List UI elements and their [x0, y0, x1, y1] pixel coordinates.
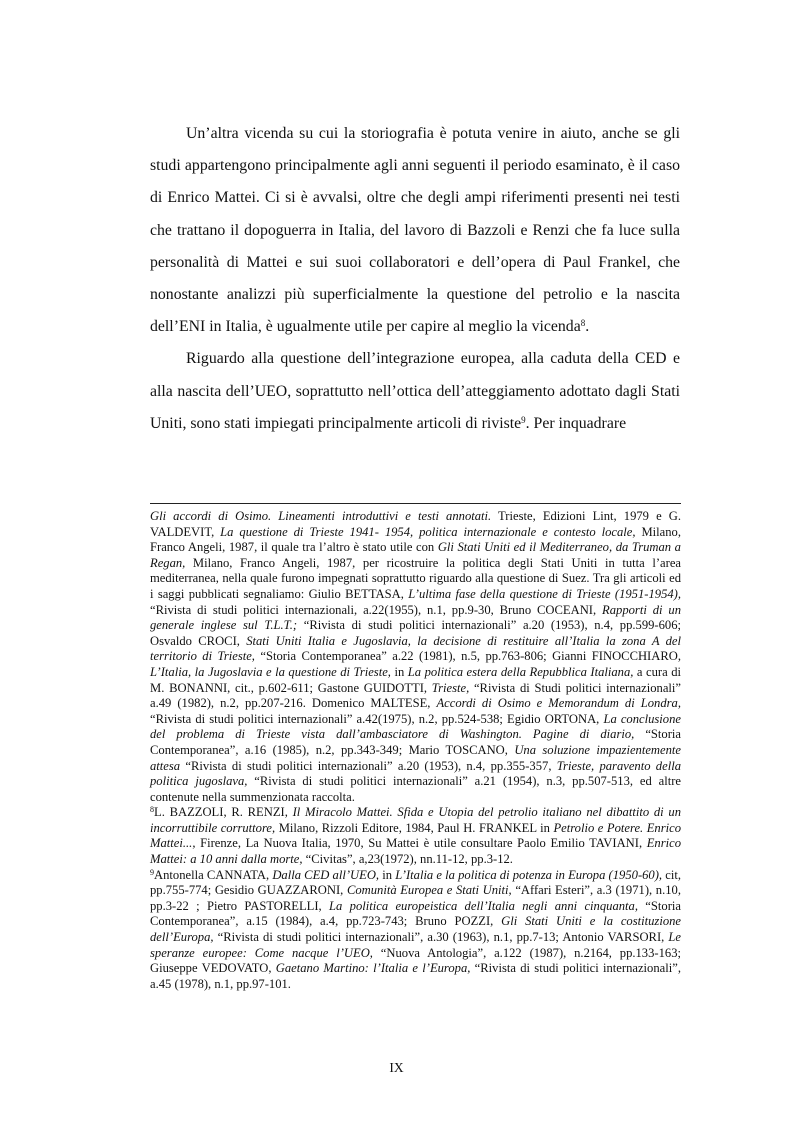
text-run: Milano, Franco Angeli, 1987, per ricostruire la politica degli Stati Uniti in tutta l’area mediterranea, nella quale furono impegnati soprattutto riguardo alla questione di Suez. Tra gli articoli ed i saggi pubblicati segnaliamo: Giulio BETTASA,: [150, 555, 681, 601]
text-run: Riguardo alla questione dell’integrazione europea, alla caduta della CED e alla nascita dell’UEO, soprattutto nell’ottica dell’atteggiamento adottato dagli Stati Uniti, sono stati impiegati principalmente articoli di riviste: [150, 350, 680, 432]
italic-title: La politica europeistica dell’Italia negli anni cinquanta,: [329, 898, 638, 913]
paragraph-mattei: [150, 118, 680, 343]
italic-title: Gli accordi di Osimo. Lineamenti introduttivi e testi annotati.: [150, 509, 492, 523]
italic-title: Enrico Mattei: a 10 anni dalla morte,: [150, 836, 681, 867]
text-run: in: [390, 664, 408, 679]
text-run: a cura di M. BONANNI, cit., p.602-611; Gastone GUIDOTTI,: [150, 664, 681, 695]
footnote-marker: 8: [580, 318, 586, 329]
text-run: in: [379, 867, 396, 882]
text-run: Un’altra vicenda su cui la storiografia è potuta venire in aiuto, anche se gli studi appartengono principalmente agli anni seguenti il periodo esaminato, è il caso di Enrico Mattei. Ci si è avvalsi, oltre che degli ampi riferimenti presenti nei testi che trattano il dopoguerra in Italia, del lavoro di Bazzoli e Renzi che fa luce sulla personalità di Mattei e sui suoi collaboratori e dell’opera di Paul Frankel, che nonostante analizzi più superficialmente la questione del petrolio e la nascita dell’ENI in Italia, è ugualmente utile per capire al meglio la vicenda: [150, 125, 680, 336]
text-run: “Rivista di studi politici internazionali, a.22(1955), n.1, pp.9-30, Bruno COCEANI,: [150, 602, 603, 617]
text-run: “Rivista di studi politici internazionali” a.20 (1953), n.4, pp.355-357,: [180, 758, 557, 773]
text-run: cit, pp.755-774; Gesidio GUAZZARONI,: [150, 867, 681, 898]
italic-title: Il Miracolo Mattei. Sfida e Utopia del petrolio italiano nel dibattito di un incorruttibile corruttore,: [150, 805, 682, 835]
italic-title: Comunità Europea e Stati Uniti,: [346, 883, 512, 898]
footnote-marker: 8: [150, 805, 154, 815]
footnote-continuation: [150, 509, 681, 805]
footnote-9: [150, 868, 681, 993]
footnotes: [150, 509, 681, 992]
italic-title: Dalla CED all’UEO,: [272, 867, 380, 882]
italic-title: L’Italia, la Jugoslavia e la questione di Trieste,: [150, 664, 391, 679]
italic-title: Trieste, paravento della politica jugoslava,: [150, 758, 681, 789]
text-run: “Storia Contemporanea”, a.15 (1984), a.4, pp.723-743; Bruno POZZI,: [150, 898, 681, 929]
footnote-separator: [150, 503, 681, 504]
text-run: “Rivista di studi politici internazionali”, a.45 (1978), n.1, pp.97-101.: [150, 961, 681, 991]
text-run: . Per inquadrare: [525, 414, 627, 432]
text-run: .: [585, 318, 590, 336]
italic-title: Petrolio e Potere. Enrico Mattei...,: [150, 820, 681, 851]
text-run: “Civitas”, a,23(1972), nn.11-12, pp.3-12.: [302, 852, 513, 867]
footnote-marker: 9: [150, 867, 154, 877]
text-run: “Storia Contemporanea” a.22 (1981), n.5, pp.763-806; Gianni FINOCCHIARO,: [254, 649, 681, 664]
footnote-marker: 9: [521, 414, 526, 425]
italic-title: Gli Stati Uniti e la costituzione dell’Europa,: [150, 914, 681, 945]
text-run: Firenze, La Nuova Italia, 1970, Su Mattei è utile consultare Paolo Emilio TAVIANI,: [195, 836, 647, 851]
text-run: “Nuova Antologia”, a.122 (1987), n.2164, pp.133-163; Giuseppe VEDOVATO,: [150, 945, 681, 976]
footnote-8: [150, 805, 681, 867]
paragraph-integrazione-europea: [150, 343, 680, 440]
italic-title: L’ultima fase della questione di Trieste (1951-1954),: [408, 586, 682, 601]
italic-title: La conclusione del problema di Trieste vista dall’ambasciatore di Washington. Pagine di diario,: [150, 711, 681, 742]
italic-title: La politica estera della Repubblica Italiana,: [407, 664, 634, 679]
text-run: “Rivista di studi politici internazionali”, a.30 (1963), n.1, pp.7-13; Antonio VARSORI,: [213, 930, 669, 945]
text-run: Trieste, Edizioni Lint, 1979 e G. VALDEVIT,: [150, 509, 681, 539]
text-run: “Storia Contemporanea”, a.16 (1985), n.2, pp.343-349; Mario TOSCANO,: [150, 727, 681, 757]
italic-title: Stati Uniti Italia e Jugoslavia, la decisione di restituire all’Italia la zona A del territorio di Trieste,: [150, 633, 681, 664]
italic-title: Le speranze europee: Come nacque l’UEO,: [150, 930, 681, 960]
text-run: L. BAZZOLI, R. RENZI,: [154, 805, 293, 820]
italic-title: Gli Stati Uniti ed il Mediterraneo, da Truman a Regan,: [150, 540, 681, 570]
text-run: Antonella CANNATA,: [154, 867, 273, 882]
body-text: [150, 118, 680, 440]
text-run: “Rivista di studi politici internazionali” a.42(1975), n.2, pp.524-538; Egidio ORTONA,: [150, 711, 604, 726]
text-run: “Affari Esteri”, a.3 (1971), n.10, pp.3-22 ; Pietro PASTORELLI,: [150, 883, 681, 913]
italic-title: L’Italia e la politica di potenza in Europa (1950-60),: [395, 867, 663, 882]
italic-title: Trieste,: [431, 680, 470, 695]
italic-title: Rapporti di un generale inglese sul T.L.T.;: [150, 602, 681, 633]
text-run: Milano, Franco Angeli, 1987, il quale tra l’altro è stato utile con: [150, 524, 681, 555]
text-run: “Rivista di Studi politici internazionali” a.49 (1982), n.2, pp.207-216. Domenico MALTESE,: [150, 680, 682, 711]
italic-title: La questione di Trieste 1941- 1954, politica internazionale e contesto locale,: [220, 524, 636, 539]
italic-title: Gaetano Martino: l’Italia e l’Europa,: [275, 961, 471, 976]
italic-title: Accordi di Osimo e Memorandum di Londra,: [436, 696, 681, 711]
text-run: “Rivista di studi politici internazionali” a.21 (1954), n.3, pp.507-513, ed altre contenute nella summenzionata raccolta.: [150, 774, 681, 804]
page-number: IX: [389, 1060, 404, 1075]
text-run: “Rivista di studi politici internazionali” a.20 (1953), n.4, pp.599-606; Osvaldo CROCI,: [150, 618, 681, 648]
italic-title: Una soluzione impazientemente attesa: [150, 742, 681, 773]
text-run: Milano, Rizzoli Editore, 1984, Paul H. FRANKEL in: [275, 820, 554, 835]
